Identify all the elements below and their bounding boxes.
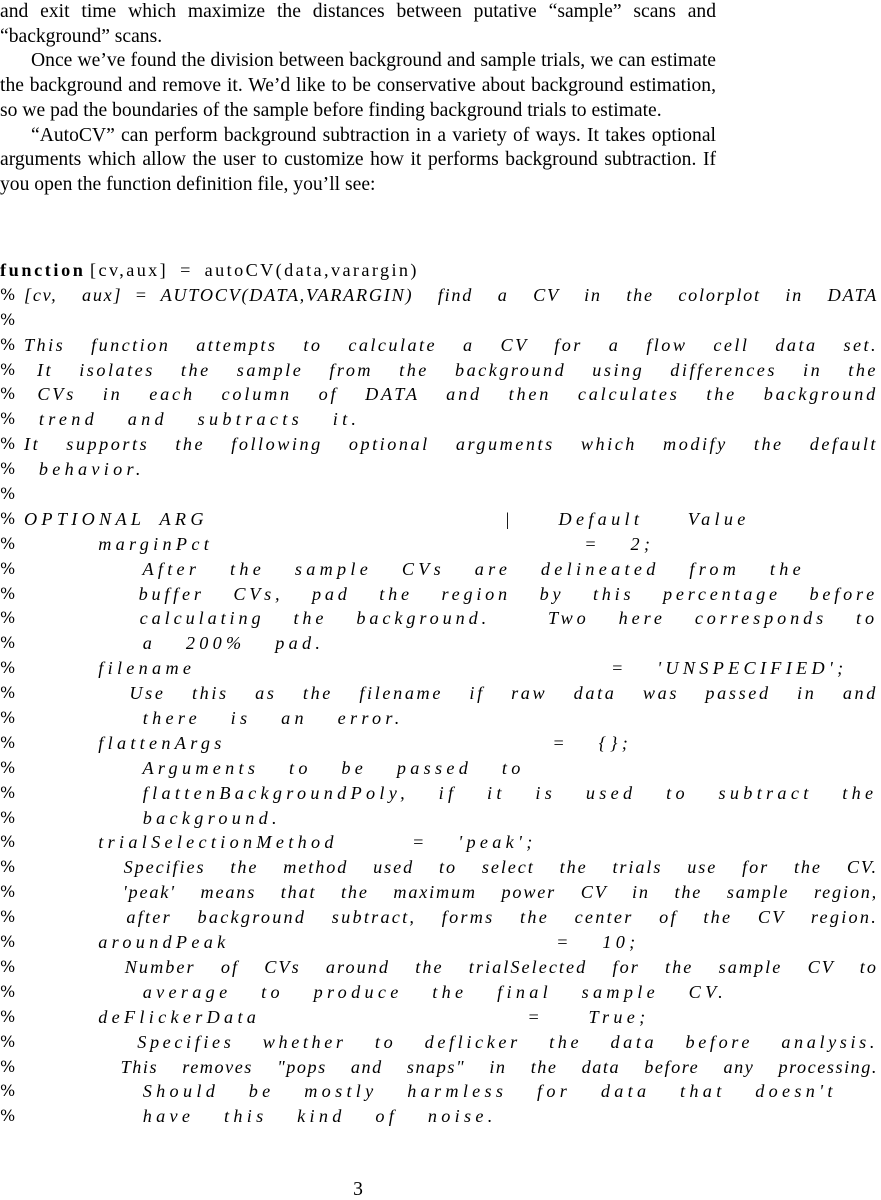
comment-text: [cv, aux] = AUTOCV(DATA,VARARGIN) find a CV in the colorplot in DATA	[24, 284, 878, 305]
comment-text: buffer CVs, pad the region by this percentage before	[24, 583, 878, 604]
code-comment-line	[0, 756, 881, 781]
comment-text: OPTIONAL ARG | Default Value	[24, 508, 750, 529]
comment-marker: %	[0, 907, 16, 927]
comment-marker: %	[0, 459, 16, 479]
comment-text: marginPct = 2;	[24, 533, 655, 554]
comment-marker: %	[0, 508, 16, 528]
comment-text: a 200% pad.	[24, 633, 325, 654]
comment-text: deFlickerData = True;	[24, 1006, 650, 1027]
comment-text: calculating the background. Two here corresponds to	[24, 608, 878, 629]
comment-marker: %	[0, 832, 16, 852]
code-comment-line	[0, 706, 881, 731]
comment-marker: %	[0, 932, 16, 952]
comment-text: It isolates the sample from the background using differences in the	[24, 359, 878, 380]
comment-marker: %	[0, 956, 16, 976]
code-comment-line	[0, 407, 881, 432]
comment-marker: %	[0, 558, 16, 578]
code-listing	[0, 258, 881, 1129]
comment-marker: %	[0, 1081, 16, 1101]
comment-marker: %	[0, 608, 16, 628]
comment-marker: %	[0, 434, 16, 454]
code-comment-line	[0, 681, 881, 706]
code-comment-line	[0, 905, 881, 930]
comment-text: trialSelectionMethod = 'peak';	[24, 832, 537, 853]
code-comment-line	[0, 980, 881, 1005]
comment-marker: %	[0, 757, 16, 777]
comment-text: CVs in each column of DATA and then calculates the background	[24, 384, 878, 405]
code-comment-line	[0, 358, 881, 383]
comment-text: flattenArgs = {};	[24, 732, 633, 753]
comment-marker: %	[0, 359, 16, 379]
comment-marker: %	[0, 309, 16, 329]
comment-marker: %	[0, 981, 16, 1001]
comment-marker: %	[0, 1106, 16, 1126]
code-comment-line	[0, 830, 881, 855]
code-comment-line	[0, 308, 881, 333]
comment-text: there is an error.	[24, 708, 404, 729]
code-comment-line	[0, 880, 881, 905]
comment-marker: %	[0, 484, 16, 504]
comment-text: Number of CVs around the trialSelected for the sample CV to	[24, 956, 878, 977]
paragraph-3: “AutoCV” can perform background subtraction in a variety of ways. It takes optional arguments which allow the user to customize how it performs background subtraction. If you open the function definition file, you’ll see:	[0, 124, 716, 195]
comment-text: after background subtract, forms the center of the CV region.	[24, 907, 878, 928]
code-signature: [cv,aux] = autoCV(data,varargin)	[90, 260, 419, 280]
comment-text: This function attempts to calculate a CV for a flow cell data set.	[24, 334, 878, 355]
code-comment-line	[0, 333, 881, 358]
code-comment-line	[0, 656, 881, 681]
comment-marker: %	[0, 533, 16, 553]
comment-text: average to produce the final sample CV.	[24, 981, 728, 1002]
comment-text: trend and subtracts it.	[24, 409, 361, 430]
code-comment-line	[0, 930, 881, 955]
comment-text: have this kind of noise.	[24, 1106, 497, 1127]
comment-text: aroundPeak = 10;	[24, 932, 640, 953]
code-comment-line	[0, 457, 881, 482]
comment-text: 'peak' means that the maximum power CV in the sample region,	[24, 882, 878, 903]
page-number: 3	[353, 1179, 363, 1200]
code-comment-line	[0, 781, 881, 806]
comment-text: After the sample CVs are delineated from the	[24, 558, 806, 579]
code-comment-line	[0, 482, 881, 507]
paragraph-1: and exit time which maximize the distances between putative “sample” scans and “background” scans.	[0, 1, 716, 47]
comment-text: Specifies the method used to select the trials use for the CV.	[24, 857, 878, 878]
code-comment-line	[0, 507, 881, 532]
comment-marker: %	[0, 409, 16, 429]
comment-marker: %	[0, 708, 16, 728]
comment-marker: %	[0, 732, 16, 752]
code-comment-line	[0, 582, 881, 607]
comment-text: flattenBackgroundPoly, if it is used to subtract the	[24, 782, 878, 803]
comment-text: Specifies whether to deflicker the data before analysis.	[24, 1031, 878, 1052]
comment-text: It supports the following optional arguments which modify the default	[24, 434, 878, 455]
paragraph-2: Once we’ve found the division between background and sample trials, we can estimate the background and remove it. We’d like to be conservative about background estimation, so we pad the boundaries of the sample before finding background trials to estimate.	[0, 50, 716, 121]
code-keyword: function	[0, 260, 86, 280]
code-comment-line	[0, 1030, 881, 1055]
comment-marker: %	[0, 658, 16, 678]
comment-text: background.	[24, 807, 281, 828]
code-comment-line	[0, 806, 881, 831]
comment-marker: %	[0, 1031, 16, 1051]
comment-text: Arguments to be passed to	[24, 757, 525, 778]
code-function-line	[0, 258, 881, 283]
comment-marker: %	[0, 334, 16, 354]
comment-marker: %	[0, 633, 16, 653]
code-comment-line	[0, 532, 881, 557]
code-comment-line	[0, 606, 881, 631]
comment-text: Should be mostly harmless for data that doesn't	[24, 1081, 837, 1102]
comment-marker: %	[0, 857, 16, 877]
code-comment-line	[0, 432, 881, 457]
comment-marker: %	[0, 1056, 16, 1076]
code-comment-line	[0, 855, 881, 880]
code-comment-line	[0, 557, 881, 582]
comment-text: Use this as the filename if raw data was passed in and	[24, 683, 878, 704]
comment-marker: %	[0, 1006, 16, 1026]
code-comment-line	[0, 731, 881, 756]
body-text	[0, 0, 716, 198]
comment-marker: %	[0, 583, 16, 603]
comment-marker: %	[0, 683, 16, 703]
code-comment-line	[0, 1005, 881, 1030]
comment-marker: %	[0, 882, 16, 902]
code-comment-line	[0, 955, 881, 980]
code-comment-line	[0, 1055, 881, 1080]
comment-marker: %	[0, 284, 16, 304]
code-comment-line	[0, 382, 881, 407]
comment-marker: %	[0, 384, 16, 404]
comment-text: filename = 'UNSPECIFIED';	[24, 658, 848, 679]
code-comment-line	[0, 283, 881, 308]
code-comment-line	[0, 1079, 881, 1104]
comment-marker: %	[0, 807, 16, 827]
code-comment-line	[0, 631, 881, 656]
code-comment-line	[0, 1104, 881, 1129]
comment-marker: %	[0, 782, 16, 802]
code-comment-block	[0, 283, 881, 1129]
comment-text: This removes "pops and snaps" in the data before any processing.	[24, 1056, 878, 1077]
comment-text: behavior.	[24, 459, 145, 480]
